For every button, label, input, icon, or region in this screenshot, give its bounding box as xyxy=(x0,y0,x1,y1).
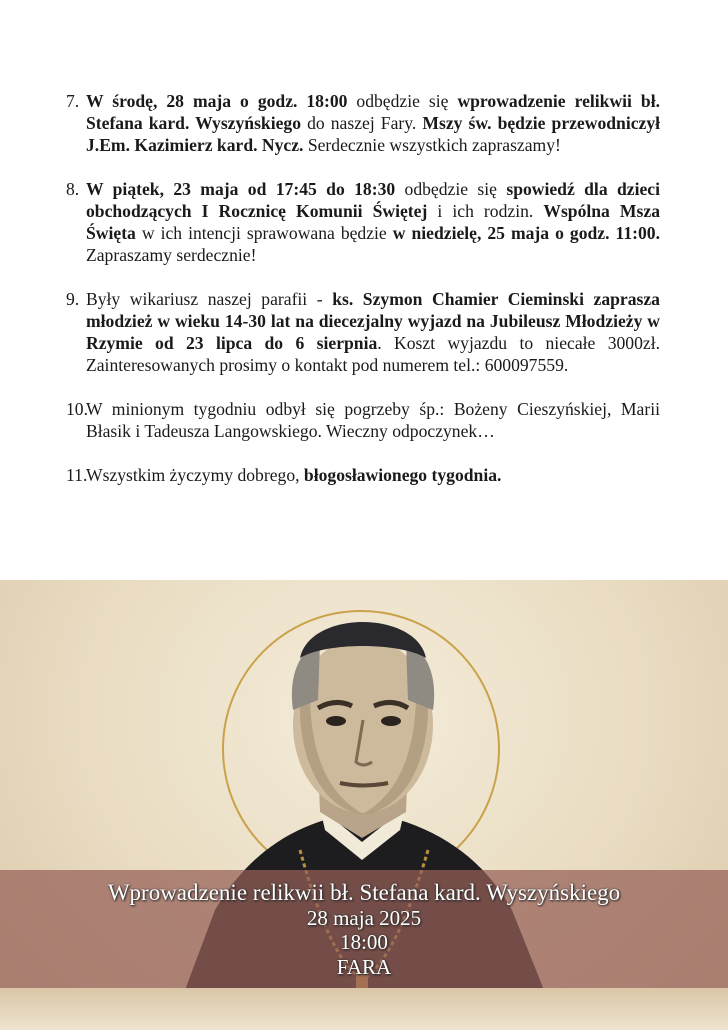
notice-number: 8. xyxy=(66,179,80,199)
notice-text-bold: W piątek, 23 maja od 17:45 do 18:30 xyxy=(86,179,396,199)
notice-number: 7. xyxy=(66,91,80,111)
notice-text-normal: i ich rodzin. xyxy=(427,201,544,221)
notice-text xyxy=(86,178,660,266)
event-date: 28 maja 2025 xyxy=(306,905,422,930)
eye xyxy=(326,716,346,726)
notice-text xyxy=(86,90,660,156)
notice-text-normal: w ich intencji sprawowana będzie xyxy=(135,223,393,243)
notice-text-normal: Zapraszamy serdecznie! xyxy=(86,245,257,265)
notice-number: 9. xyxy=(66,289,80,309)
relics-poster xyxy=(0,580,728,1030)
notice-text-normal: Serdecznie wszystkich zapraszamy! xyxy=(303,135,561,155)
event-banner-text xyxy=(0,881,728,979)
notice-11 xyxy=(66,464,660,486)
event-title: Wprowadzenie relikwii bł. Stefana kard. Wyszyńskiego xyxy=(107,880,621,905)
notice-text-normal: odbędzie się xyxy=(347,91,458,111)
notice-text-normal: odbędzie się xyxy=(395,179,507,199)
event-time: 18:00 xyxy=(340,930,388,954)
notice-text-bold: w niedzielę, 25 maja o godz. 11:00. xyxy=(392,223,660,243)
notice-10 xyxy=(66,398,660,442)
event-place: FARA xyxy=(336,954,392,979)
notice-text-normal: do naszej Fary. xyxy=(301,113,423,133)
notice-number: 11. xyxy=(66,465,88,485)
announcements-list xyxy=(66,90,660,508)
notice-text-bold: W środę, 28 maja o godz. 18:00 xyxy=(86,91,348,111)
eye xyxy=(381,716,401,726)
notice-text xyxy=(86,464,660,486)
notice-text xyxy=(86,288,660,376)
notice-text-bold: ks. Szymon Chamier Cieminski zaprasza młodzież w wieku 14-30 lat na diecezjalny wyjazd na Jubileusz Młodzieży w Rzymie od 23 lipca do 6 sierpnia xyxy=(86,289,660,353)
notice-text-normal: Wszystkim życzymy dobrego, xyxy=(86,465,304,485)
notice-text-normal: W minionym tygodniu odbył się pogrzeby śp.: Bożeny Cieszyńskiej, Marii Błasik i Tadeusza Langowskiego. Wieczny odpoczynek… xyxy=(86,399,660,441)
notice-8 xyxy=(66,178,660,266)
notice-9 xyxy=(66,288,660,376)
notice-number: 10. xyxy=(66,399,88,419)
notice-text xyxy=(86,398,660,442)
notice-7 xyxy=(66,90,660,156)
poster-bottom xyxy=(0,988,728,1030)
notice-text-bold: Wspólna Msza Święta xyxy=(86,201,660,243)
notice-text-bold: spowiedź dla dzieci obchodzących I Rocznicę Komunii Świętej xyxy=(86,179,660,221)
notice-text-bold: błogosławionego tygodnia. xyxy=(303,465,502,485)
notice-text-normal: Były wikariusz naszej parafii - xyxy=(86,289,333,309)
notice-text-normal: . Koszt wyjazdu to niecałe 3000zł. Zainteresowanych prosimy o kontakt pod numerem tel.: 600097559. xyxy=(86,333,660,375)
notice-text-bold: Mszy św. będzie przewodniczył J.Em. Kazimierz kard. Nycz. xyxy=(86,113,661,155)
notice-text-bold: wprowadzenie relikwii bł. Stefana kard. Wyszyńskiego xyxy=(86,91,660,133)
